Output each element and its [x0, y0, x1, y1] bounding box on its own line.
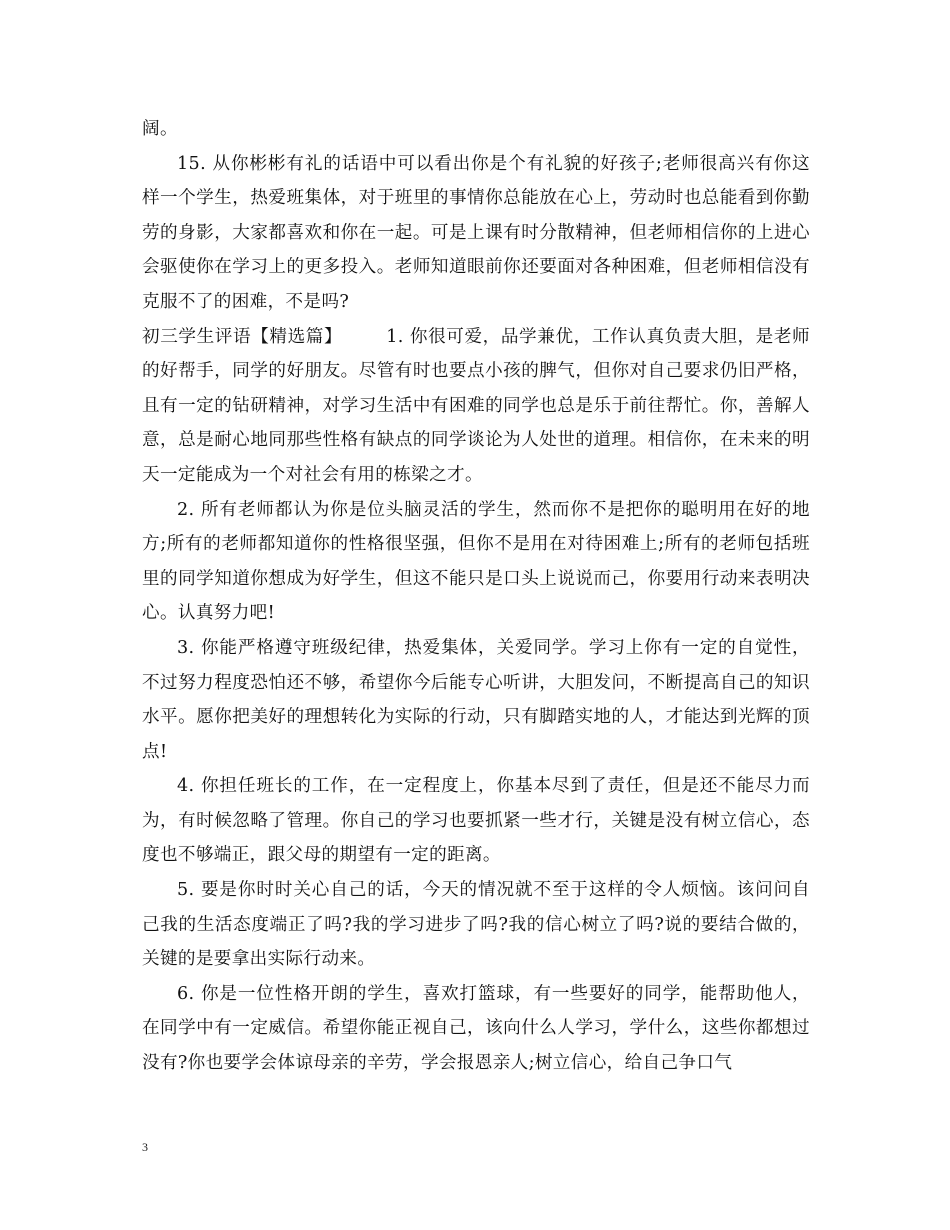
comment-paragraph-4: 4. 你担任班长的工作，在一定程度上，你基本尽到了责任，但是还不能尽力而为，有时候忽略了管理。你自己的学习也要抓紧一些才行，关键是没有树立信心，态度也不够端正，跟父母的期望有一定的距离。 [142, 776, 810, 866]
continued-paragraph: 阔。 [142, 119, 178, 139]
page-number: 3 [142, 1140, 148, 1154]
section-title: 初三学生评语【精选篇】 [142, 326, 343, 347]
comment-paragraph-5: 5. 要是你时时关心自己的话，今天的情况就不至于这样的令人烦恼。该问问自己我的生活态度端正了吗?我的学习进步了吗?我的信心树立了吗?说的要结合做的，关键的是要拿出实际行动来。 [142, 880, 810, 970]
comment-paragraph-15: 15. 从你彬彬有礼的话语中可以看出你是个有礼貌的好孩子;老师很高兴有你这样一个学生，热爱班集体，对于班里的事情你总能放在心上，劳动时也总能看到你勤劳的身影，大家都喜欢和你在一起。可是上课有时分散精神，但老师相信你的上进心会驱使你在学习上的更多投入。老师知道眼前你还要面对各种困难，但老师相信没有克服不了的困难，不是吗? [142, 153, 810, 312]
comment-paragraph-2: 2. 所有老师都认为你是位头脑灵活的学生，然而你不是把你的聪明用在好的地方;所有的老师都知道你的性格很坚强，但你不是用在对待困难上;所有的老师包括班里的同学知道你想成为好学生，但这不能只是口头上说说而己，你要用行动来表明决心。认真努力吧! [142, 499, 810, 624]
comment-paragraph-3: 3. 你能严格遵守班级纪律，热爱集体，关爱同学。学习上你有一定的自觉性，不过努力程度恐怕还不够，希望你今后能专心听讲，大胆发问，不断提高自己的知识水平。愿你把美好的理想转化为实际的行动，只有脚踏实地的人，才能达到光辉的顶点! [142, 637, 810, 762]
comment-paragraph-1: 1. 你很可爱，品学兼优，工作认真负责大胆，是老师的好帮手，同学的好朋友。尽管有时也要点小孩的脾气，但你对自己要求仍旧严格，且有一定的钻研精神，对学习生活中有困难的同学也总是乐于前往帮忙。你，善解人意，总是耐心地同那些性格有缺点的同学谈论为人处世的道理。相信你，在未来的明天一定能成为一个对社会有用的栋梁之才。 [142, 326, 810, 485]
section-paragraph-1 [142, 320, 810, 493]
document-body [142, 112, 810, 1081]
comment-paragraph-6: 6. 你是一位性格开朗的学生，喜欢打篮球，有一些要好的同学，能帮助他人，在同学中有一定威信。希望你能正视自己，该向什么人学习，学什么，这些你都想过没有?你也要学会体谅母亲的辛劳，学会报恩亲人;树立信心，给自己争口气 [142, 983, 810, 1074]
